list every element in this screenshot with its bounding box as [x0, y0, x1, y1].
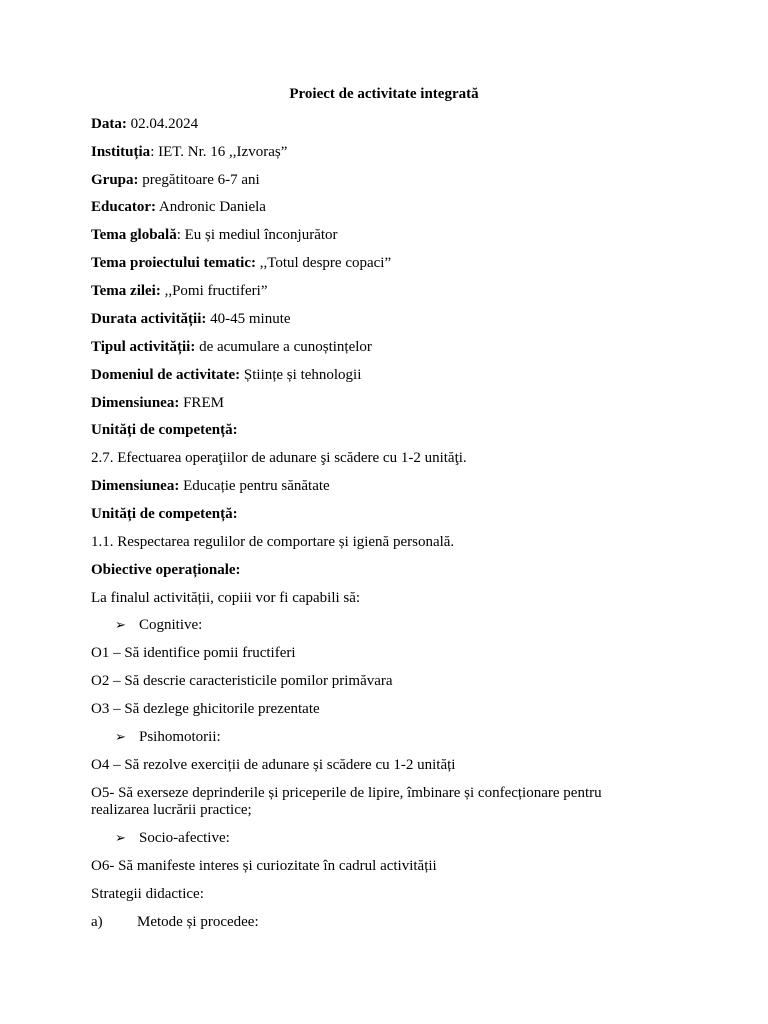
field-label: Tema proiectului tematic: [91, 255, 256, 271]
field-value: Andronic Daniela [156, 199, 266, 215]
field-value: 02.04.2024 [126, 116, 199, 132]
objective-o1: O1 – Să identifice pomii fructiferi [91, 645, 296, 661]
field-domain [91, 366, 361, 384]
competence-heading-text: Unități de competență: [91, 506, 238, 522]
list-item-a [91, 913, 259, 931]
field-duration [91, 310, 291, 328]
field-label: Educator: [91, 199, 156, 215]
objective-o2: O2 – Să descrie caracteristicile pomilor primăvara [91, 673, 393, 689]
list-item-marker: a) [91, 914, 103, 930]
field-label: Grupa: [91, 172, 139, 188]
field-label: Data: [91, 116, 127, 132]
field-label: Tema zilei: [91, 283, 161, 299]
field-value: Educație pentru sănătate [179, 478, 330, 494]
field-label: Dimensiunea: [91, 395, 180, 411]
field-activity-type [91, 338, 372, 356]
field-project-theme [91, 254, 391, 272]
competence-heading [91, 505, 238, 523]
field-dimension [91, 394, 224, 412]
competence-heading [91, 421, 238, 439]
list-item-text: Metode și procedee: [137, 914, 259, 930]
objective-o6: O6- Să manifeste interes și curiozitate în cadrul activității [91, 858, 437, 874]
field-value: FREM [179, 395, 224, 411]
field-value: : IET. Nr. 16 ,,Izvoraș” [150, 144, 288, 160]
field-dimension-health [91, 477, 330, 495]
objective-o5-line2: realizarea lucrării practice; [91, 802, 252, 818]
field-label: Instituția [91, 144, 151, 160]
objectives-intro: La finalul activității, copiii vor fi capabili să: [91, 590, 361, 606]
field-educator [91, 198, 266, 216]
field-date [91, 115, 198, 133]
competence-item: 2.7. Efectuarea operaţiilor de adunare şi scădere cu 1-2 unităţi. [91, 450, 467, 466]
bullet-psychomotor [115, 728, 221, 746]
field-value: de acumulare a cunoștințelor [195, 339, 372, 355]
bullet-socio [115, 829, 230, 847]
arrow-bullet-icon: ➢ [115, 830, 126, 845]
objective-o5-line1: O5- Să exerseze deprinderile și priceperile de lipire, îmbinare și confecționare pentru [91, 785, 602, 801]
objective-o3: O3 – Să dezlege ghicitorile prezentate [91, 701, 320, 717]
field-value: ,,Totul despre copaci” [255, 255, 392, 271]
field-label: Durata activității: [91, 311, 207, 327]
field-label: Tema globală [91, 227, 177, 243]
field-value: 40-45 minute [206, 311, 291, 327]
bullet-cognitive [115, 616, 202, 634]
field-label: Domeniul de activitate: [91, 367, 241, 383]
field-global-theme [91, 226, 338, 244]
field-label: Tipul activității: [91, 339, 196, 355]
field-day-theme [91, 282, 267, 300]
objectives-heading-text: Obiective operaționale: [91, 562, 241, 578]
objective-o4: O4 – Să rezolve exerciții de adunare și scădere cu 1-2 unități [91, 757, 456, 773]
field-value: ,,Pomi fructiferi” [160, 283, 268, 299]
field-value: Științe și tehnologii [240, 367, 362, 383]
competence-item: 1.1. Respectarea regulilor de comportare și igienă personală. [91, 534, 455, 550]
field-institution [91, 143, 287, 161]
bullet-label: Socio-afective: [139, 830, 230, 846]
field-label: Dimensiunea: [91, 478, 180, 494]
competence-heading-text: Unități de competență: [91, 422, 238, 438]
objectives-heading [91, 561, 241, 579]
arrow-bullet-icon: ➢ [115, 729, 126, 744]
strategies-label: Strategii didactice: [91, 886, 204, 902]
bullet-label: Cognitive: [139, 617, 203, 633]
field-value: pregătitoare 6-7 ani [138, 172, 260, 188]
field-group [91, 171, 260, 189]
arrow-bullet-icon: ➢ [115, 617, 126, 632]
bullet-label: Psihomotorii: [139, 729, 221, 745]
field-value: : Eu și mediul înconjurător [176, 227, 338, 243]
document-title: Proiect de activitate integrată [289, 86, 479, 102]
